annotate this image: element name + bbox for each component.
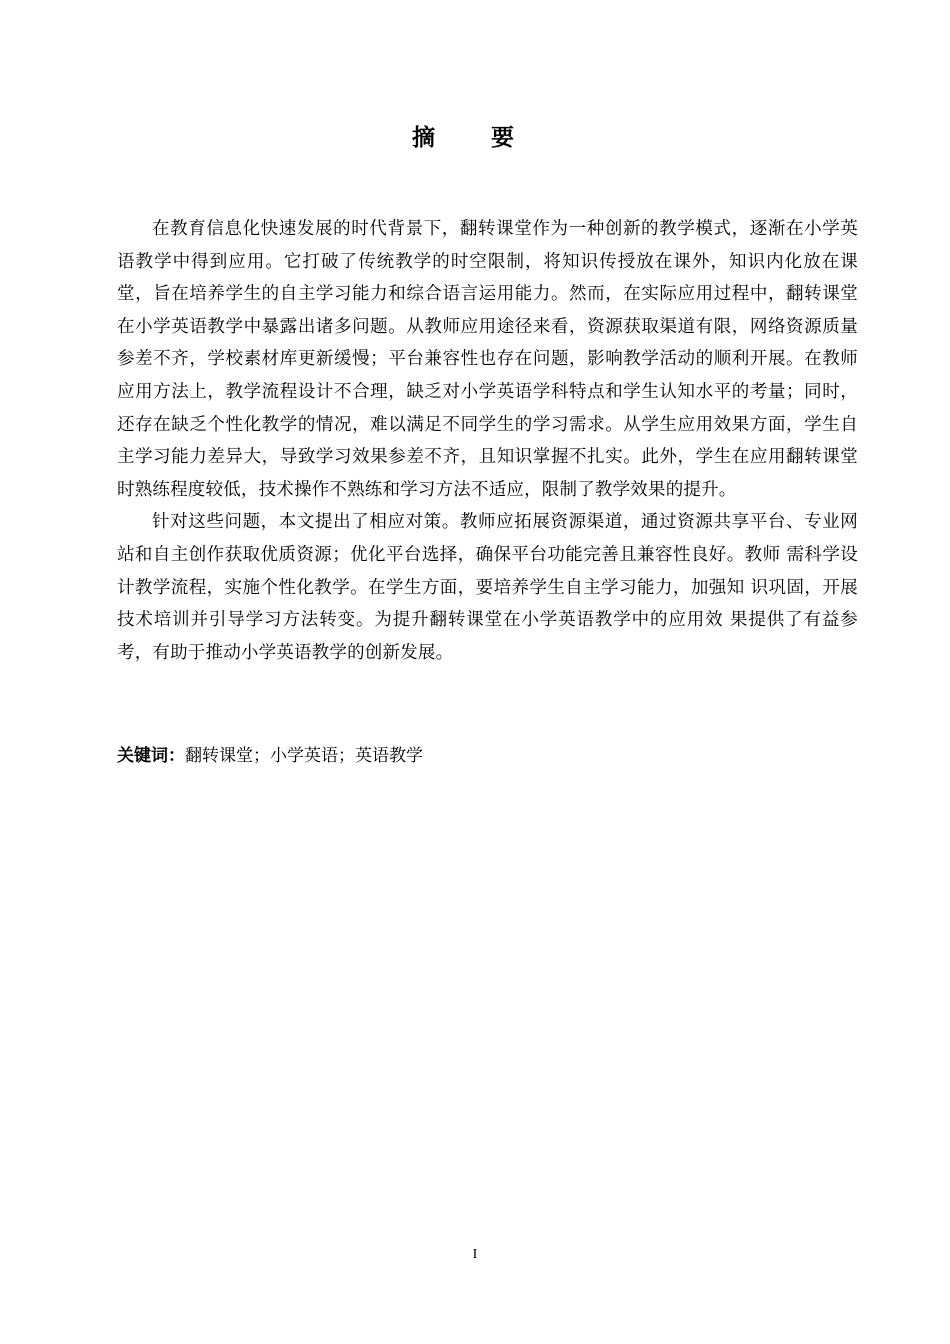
page-number: I [472,1247,478,1262]
abstract-body [117,213,858,669]
keywords-value: 翻转课堂；小学英语；英语教学 [185,746,423,766]
abstract-paragraph-1: 在教育信息化快速发展的时代背景下，翻转课堂作为一种创新的教学模式，逐渐在小学英语教学中得到应用。它打破了传统教学的时空限制，将知识传授放在课外，知识内化放在课堂，旨在培养学生的自主学习能力和综合语言运用能力。然而，在实际应用过程中，翻转课堂在小学英语教学中暴露出诸多问题。从教师应用途径来看，资源获取渠道有限，网络资源质量参差不齐，学校素材库更新缓慢；平台兼容性也存在问题，影响教学活动的顺利开展。在教师应用方法上，教学流程设计不合理，缺乏对小学英语学科特点和学生认知水平的考量；同时，还存在缺乏个性化教学的情况，难以满足不同学生的学习需求。从学生应用效果方面，学生自主学习能力差异大，导致学习效果参差不齐，且知识掌握不扎实。此外，学生在应用翻转课堂时熟练程度较低，技术操作不熟练和学习方法不适应，限制了教学效果的提升。 [117,219,858,500]
keywords-line [117,740,858,772]
keywords-label: 关键词： [117,746,185,766]
abstract-paragraph-2: 针对这些问题，本文提出了相应对策。教师应拓展资源渠道，通过资源共享平台、专业网站和自主创作获取优质资源；优化平台选择，确保平台功能完善且兼容性良好。教师 需科学设计教学流程，实施个性化教学。在学生方面，要培养学生自主学习能力，加强知 识巩固，开展技术培训并引导学习方法转变。为提升翻转课堂在小学英语教学中的应用效 果提供了有益参考，有助于推动小学英语教学的创新发展。 [117,512,858,663]
abstract-title: 摘 要 [411,125,538,151]
